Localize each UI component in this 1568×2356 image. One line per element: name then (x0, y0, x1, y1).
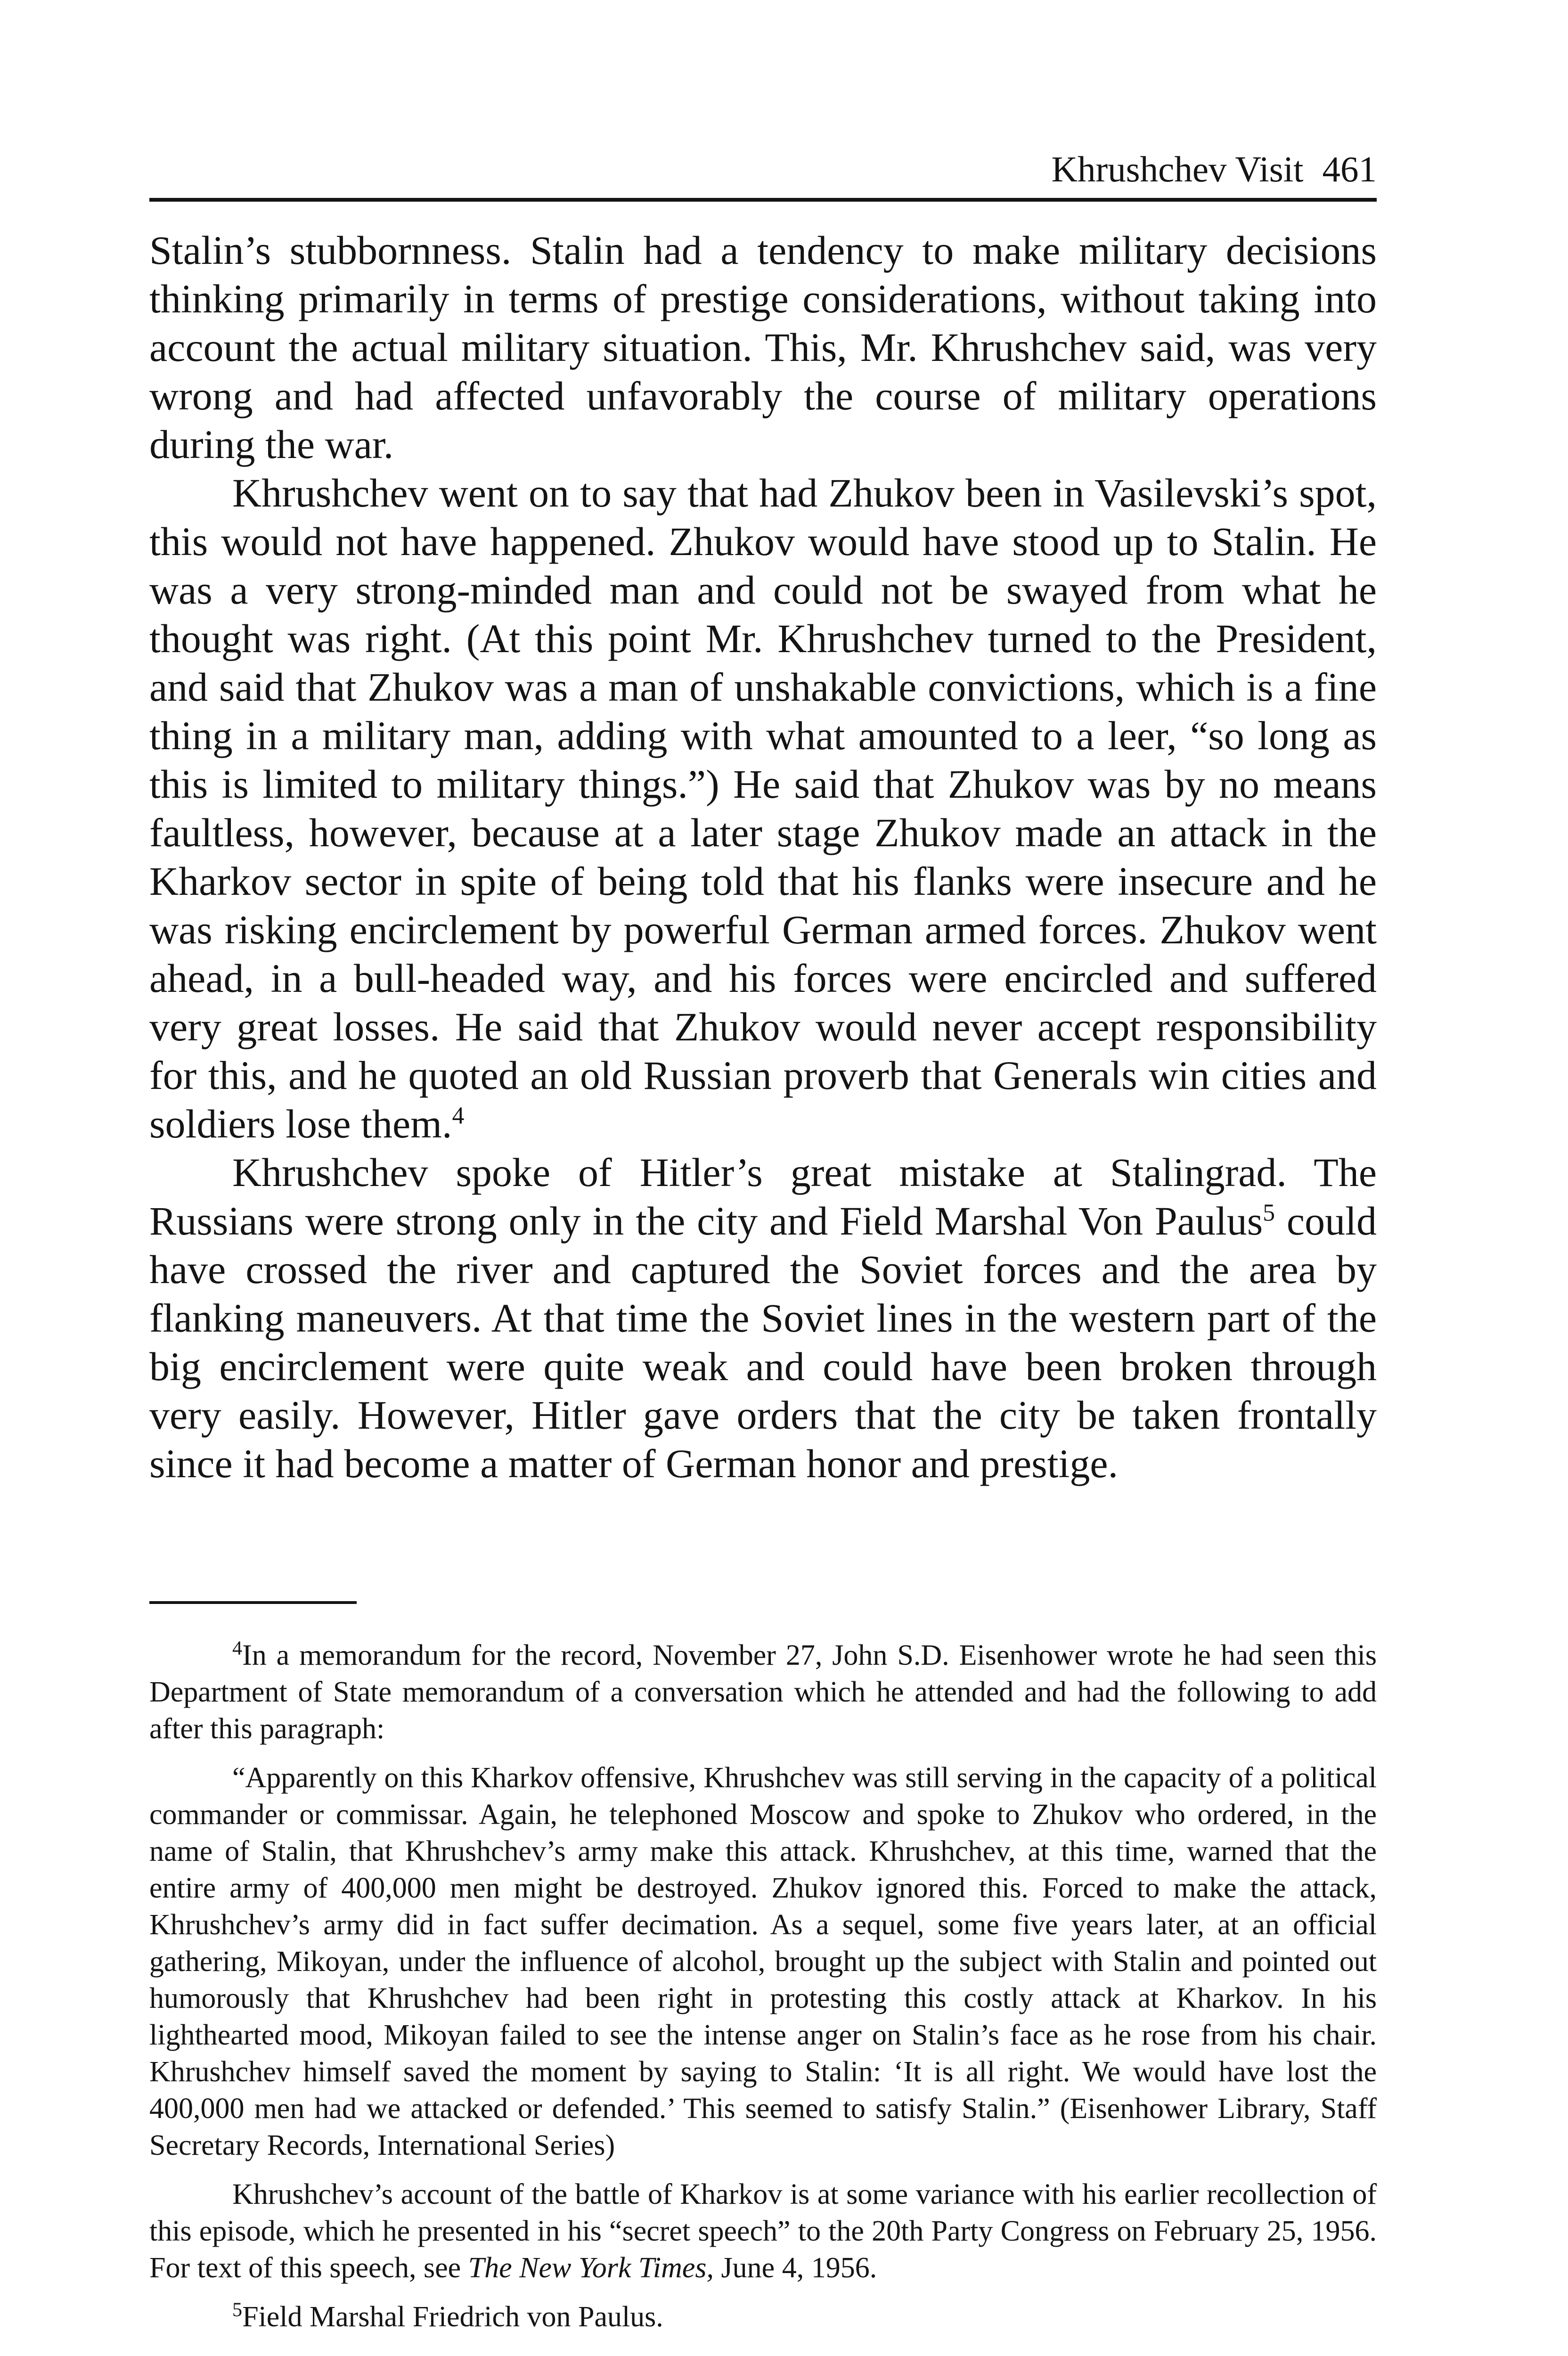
paragraph-3-text-a: Khrushchev spoke of Hitler’s great mistake at Stalingrad. The Russians were strong only in the city and Field Marshal Von Paulus (149, 1150, 1377, 1243)
footnote-4-text: In a memorandum for the record, November 27, John S.D. Eisenhower wrote he had seen this Department of State memorandum of a conversation which he attended and had the following to add after this paragraph: (149, 1639, 1377, 1745)
main-text (149, 226, 1377, 1488)
footnote-4-commentary-b: June 4, 1956. (714, 2252, 877, 2284)
footnote-ref-4[interactable]: 4 (452, 1102, 465, 1129)
footnote-4-marker: 4 (232, 1637, 243, 1660)
footnote-4-quote: “Apparently on this Kharkov offensive, Khrushchev was still serving in the capacity of a political commander or commissar. Again, he telephoned Moscow and spoke to Zhukov who ordered, in the name of Stalin, that Khrushchev’s army make this attack. Khrushchev, at this time, warned that the entire army of 400,000 men might be destroyed. Zhukov ignored this. Forced to make the attack, Khrushchev’s army did in fact suffer decimation. As a sequel, some five years later, at an official gathering, Mikoyan, under the influence of alcohol, brought up the subject with Stalin and pointed out humorously that Khrushchev had been right in protesting this costly attack at Kharkov. In his lighthearted mood, Mikoyan failed to see the intense anger on Stalin’s face as he rose from his chair. Khrushchev himself saved the moment by saying to Stalin: ‘It is all right. We would have lost the 400,000 men had we attacked or defended.’ This seemed to satisfy Stalin.” (Eisenhower Library, Staff Secretary Records, International Series) (149, 1762, 1377, 2161)
footnote-4-commentary (149, 2176, 1377, 2286)
paragraph-2 (149, 469, 1377, 1148)
running-header (149, 141, 1377, 202)
footnote-4 (149, 1637, 1377, 1747)
paragraph-3 (149, 1148, 1377, 1488)
footnote-5-marker: 5 (232, 2299, 243, 2321)
running-header-content (1051, 148, 1377, 190)
page-number: 461 (1322, 149, 1377, 189)
footnote-5 (149, 2299, 1377, 2335)
running-title: Khrushchev Visit (1051, 149, 1304, 189)
paragraph-3-text-b: could have crossed the river and captured the Soviet forces and the area by flanking maneuvers. At that time the Soviet lines in the western part of the big encirclement were quite weak and could have been broken through very easily. However, Hitler gave orders that the city be taken frontally since it had become a matter of German honor and prestige. (149, 1198, 1377, 1486)
document-page (149, 141, 1377, 2335)
paragraph-2-text: Khrushchev went on to say that had Zhukov been in Vasilevski’s spot, this would not have happened. Zhukov would have stood up to Stalin. He was a very strong-minded man and could not be swayed from what he thought was right. (At this point Mr. Khrushchev turned to the President, and said that Zhukov was a man of unshakable convictions, which is a fine thing in a military man, adding with what amounted to a leer, “so long as this is limited to military things.”) He said that Zhukov was by no means faultless, however, because at a later stage Zhukov made an attack in the Kharkov sector in spite of being told that his flanks were insecure and he was risking encirclement by powerful German armed forces. Zhukov went ahead, in a bull-headed way, and his forces were encircled and suffered very great losses. He said that Zhukov would never accept responsibility for this, and he quoted an old Russian proverb that Generals win cities and soldiers lose them. (149, 470, 1377, 1146)
footnote-ref-5[interactable]: 5 (1263, 1199, 1275, 1227)
footnote-5-text: Field Marshal Friedrich von Paulus. (242, 2301, 663, 2333)
paragraph-1: Stalin’s stubbornness. Stalin had a tendency to make military decisions thinking primarily in terms of prestige considerations, without taking into account the actual military situation. This, Mr. Khrushchev said, was very wrong and had affected unfavorably the course of military operations during the war. (149, 228, 1377, 467)
footnotes-section (149, 1637, 1377, 2335)
footnote-4-commentary-a: Khrushchev’s account of the battle of Kharkov is at some variance with his earlier recollection of this episode, which he presented in his “secret speech” to the 20th Party Congress on February 25, 1956. For text of this speech, see (149, 2178, 1377, 2284)
footnote-divider (149, 1601, 357, 1604)
newspaper-title: The New York Times, (468, 2252, 714, 2284)
